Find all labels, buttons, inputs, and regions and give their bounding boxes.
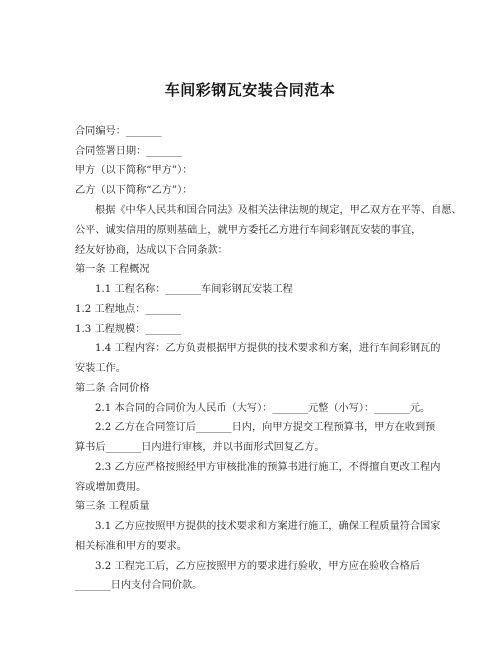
preamble-line-2: 公平、诚实信用的原则基础上，就甲方委托乙方进行车间彩钢瓦安装的事宜， [75, 225, 422, 236]
clause-1-2: 1.2 工程地点：_______ [75, 304, 182, 315]
section-1-heading: 第一条 工程概况 [75, 264, 150, 275]
party-b-line: 乙方（以下简称“乙方”）： [75, 185, 193, 196]
preamble-line-3: 经友好协商，达成以下合同条款： [75, 245, 228, 256]
clause-2-2-line-2: 算书后_______日内进行审核，并以书面形式回复乙方。 [75, 442, 325, 453]
contract-number-line: 合同编号：_______ [75, 126, 162, 137]
clause-1-1: 1.1 工程名称：_______车间彩钢瓦安装工程 [95, 284, 293, 295]
contract-date-line: 合同签署日期：_______ [75, 146, 182, 157]
clause-2-3-line-2: 容或增加费用。 [75, 482, 147, 493]
document-title: 车间彩钢瓦安装合同范本 [164, 81, 336, 99]
section-2-heading: 第二条 合同价格 [75, 383, 150, 394]
preamble-line-1: 根据《中华人民共和国合同法》及相关法律法规的规定，甲乙双方在平等、自愿、 [95, 205, 462, 216]
clause-1-4-line-1: 1.4 工程内容：乙方负责根据甲方提供的技术要求和方案，进行车间彩钢瓦的 [95, 343, 441, 354]
clause-1-4-line-2: 安装工作。 [75, 363, 126, 374]
clause-3-1-line-1: 3.1 乙方应按照甲方提供的技术要求和方案进行施工，确保工程质量符合国家 [95, 521, 441, 532]
clause-2-3-line-1: 2.3 乙方应严格按照经甲方审核批准的预算书进行施工，不得擅自更改工程内 [95, 462, 441, 473]
clause-3-2-line-2: _______日内支付合同价款。 [75, 580, 203, 591]
clause-3-2-line-1: 3.2 工程完工后，乙方应按照甲方的要求进行验收，甲方应在验收合格后 [95, 561, 421, 572]
section-3-heading: 第三条 工程质量 [75, 501, 150, 512]
clause-2-1: 2.1 本合同的合同价为人民币（大写）：_______元整（小写）：_______元。 [95, 403, 431, 414]
clause-2-2-line-1: 2.2 乙方在合同签订后_______日内，向甲方提交工程预算书，甲方在收到预 [95, 422, 436, 433]
party-a-line: 甲方（以下简称“甲方”）： [75, 165, 193, 176]
clause-1-3: 1.3 工程规模：_______ [75, 324, 182, 335]
clause-3-1-line-2: 相关标准和甲方的要求。 [75, 541, 188, 552]
